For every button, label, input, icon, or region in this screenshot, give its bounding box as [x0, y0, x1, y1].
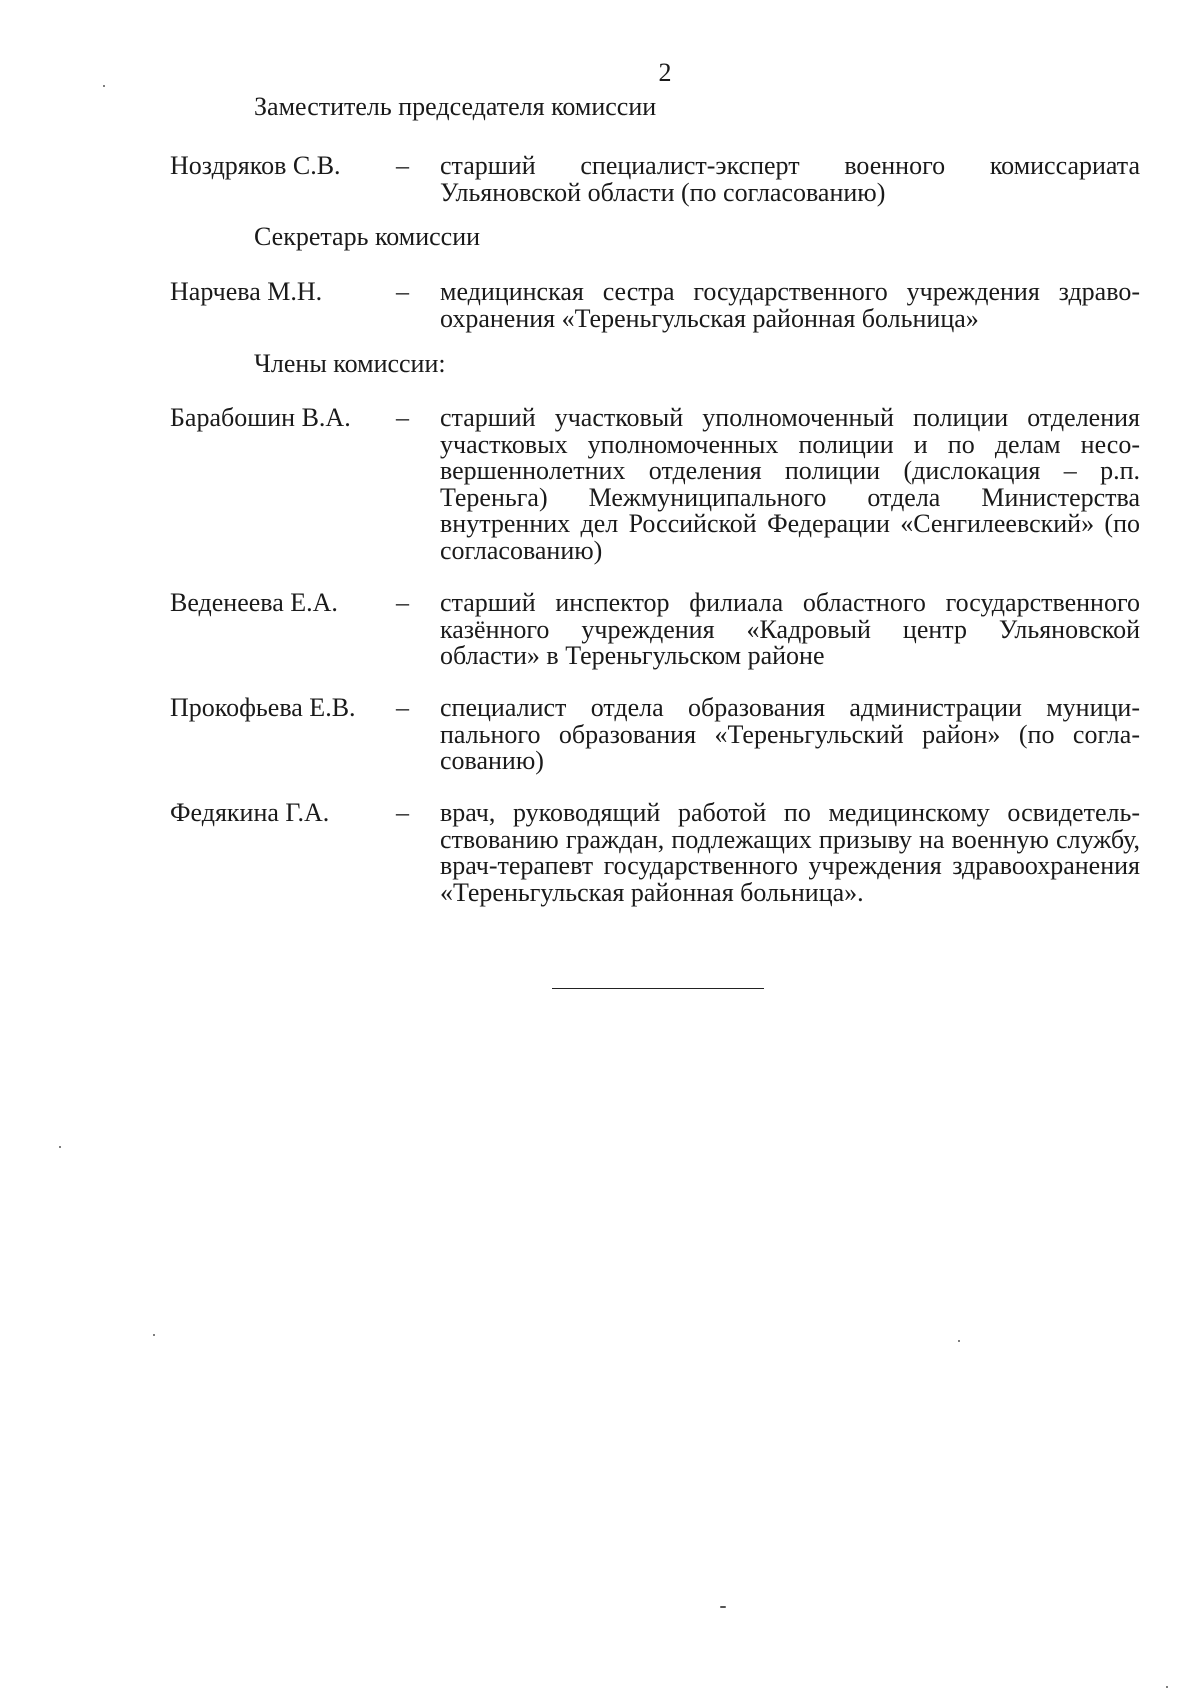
section-heading-secretary: Секретарь комиссии — [254, 222, 481, 251]
scan-speck — [720, 1606, 726, 1608]
member-role: старший участковый уполномоченный полиции отделения участковых уполномоченных полиции и по делам несовершеннолетних отделения полиции (дислокация – р.п. Тереньга) Межмуниципального отдела Министерства внутренних дел Российской Федерации «Сенгилеевский» (по согласованию) — [440, 403, 1140, 565]
member-role: врач, руководящий работой по медицинскому освидетельствованию граждан, подлежащих призыву на военную службу, врач-терапевт государственного учреждения здравоохранения «Тереньгульская районная больница». — [440, 798, 1140, 907]
member-role: специалист отдела образования администрации муниципального образования «Тереньгульский район» (по согласованию) — [440, 693, 1140, 775]
member-dash: – — [396, 151, 409, 180]
member-name: Ноздряков С.В. — [170, 151, 341, 180]
scan-speck — [958, 1340, 960, 1342]
member-role: старший специалист-эксперт военного комиссариата Ульяновской области (по согласованию) — [440, 151, 1140, 207]
member-dash: – — [396, 588, 409, 617]
page-number: 2 — [658, 58, 672, 87]
member-name: Барабошин В.А. — [170, 403, 351, 432]
member-dash: – — [396, 693, 409, 722]
section-heading-members: Члены комиссии: — [254, 349, 446, 378]
member-role: медицинская сестра государственного учреждения здравоохранения «Тереньгульская районная больница» — [440, 277, 1140, 333]
member-dash: – — [396, 403, 409, 432]
scan-speck — [103, 85, 105, 87]
member-name: Прокофьева Е.В. — [170, 693, 356, 722]
end-of-list-rule — [552, 988, 764, 989]
member-name: Веденеева Е.А. — [170, 588, 338, 617]
member-name: Нарчева М.Н. — [170, 277, 323, 306]
member-role: старший инспектор филиала областного государственного казённого учреждения «Кадровый центр Ульяновской области» в Тереньгульском районе — [440, 588, 1140, 670]
scan-speck — [153, 1334, 155, 1336]
scan-speck — [1166, 1686, 1168, 1688]
scan-speck — [59, 1146, 61, 1148]
member-dash: – — [396, 798, 409, 827]
member-dash: – — [396, 277, 409, 306]
section-heading-deputy-chairman: Заместитель председателя комиссии — [254, 92, 657, 121]
member-name: Федякина Г.А. — [170, 798, 330, 827]
